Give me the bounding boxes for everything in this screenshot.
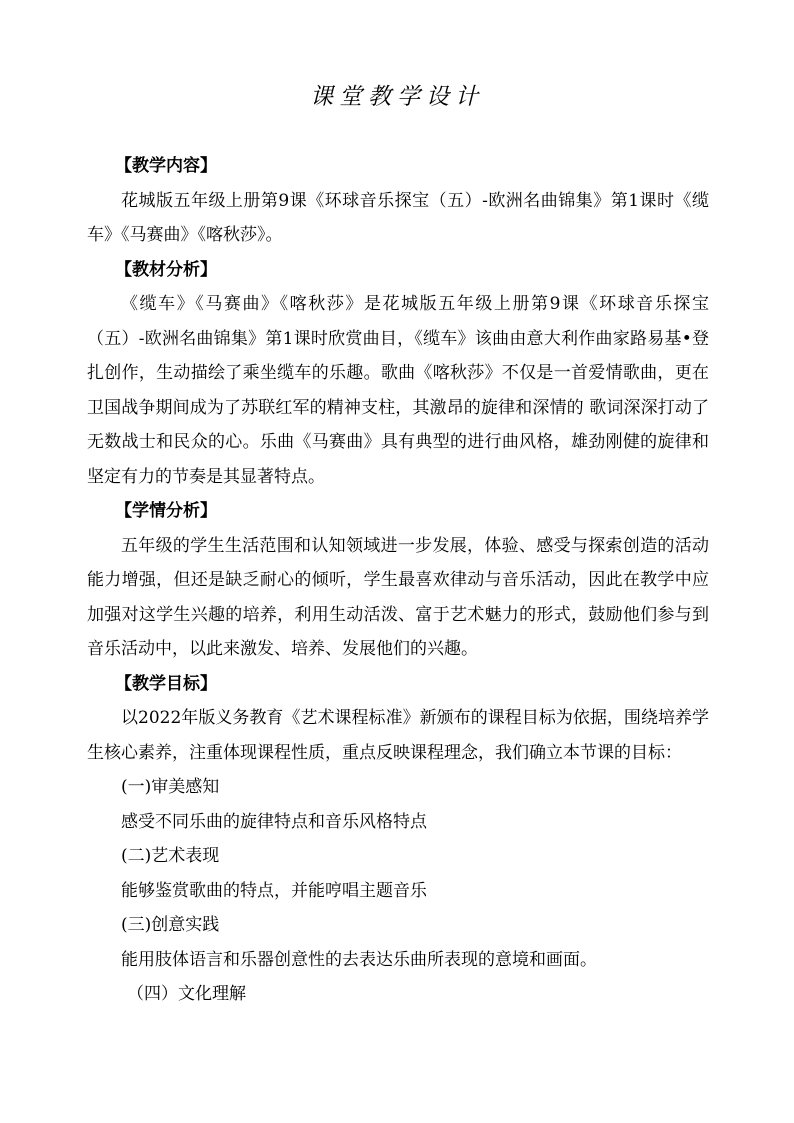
section-heading-teaching-goals: 【教学目标】 xyxy=(115,673,217,694)
document-title: 课堂教学设计 xyxy=(310,84,484,110)
goal-label-cultural-understanding: （四）文化理解 xyxy=(127,984,246,1004)
section-heading-material-analysis: 【教材分析】 xyxy=(115,259,217,280)
section-paragraph-teaching-goals: 以2022年版义务教育《艺术课程标准》新颁布的课程目标为依据，围绕培养学生核心素养，注重体现课程性质，重点反映课程理念，我们确立本节课的目标： xyxy=(87,708,709,763)
section-paragraph-teaching-content: 花城版五年级上册第9课《环球音乐探宝（五）-欧洲名曲锦集》第1课时《缆车》《马赛曲》《喀秋莎》。 xyxy=(87,190,709,245)
goal-text-creative-practice: 能用肢体语言和乐器创意性的去表达乐曲所表现的意境和画面。 xyxy=(121,949,597,970)
document-body xyxy=(87,149,709,1012)
section-paragraph-material-analysis: 《缆车》《马赛曲》《喀秋莎》是花城版五年级上册第9课《环球音乐探宝（五）-欧洲名曲锦集》第1课时欣赏曲目，《缆车》该曲由意大利作曲家路易基•登扎创作，生动描绘了乘坐缆车的乐趣。歌曲《喀秋莎》不仅是一首爱情歌曲，更在卫国战争期间成为了苏联红军的精神支柱，其激昂的旋律和深情的 歌词深深打动了无数战士和民众的心。乐曲《马赛曲》具有典型的进行曲风格，雄劲刚健的旋律和坚定有力的节奏是其显著特点。 xyxy=(87,294,709,487)
goal-text-aesthetic-perception: 感受不同乐曲的旋律特点和音乐风格特点 xyxy=(121,811,427,832)
section-paragraph-student-analysis: 五年级的学生生活范围和认知领域进一步发展，体验、感受与探索创造的活动能力增强，但还是缺乏耐心的倾听，学生最喜欢律动与音乐活动，因此在教学中应加强对这学生兴趣的培养，利用生动活泼、富于艺术魅力的形式，鼓励他们参与到音乐活动中，以此来激发、培养、发展他们的兴趣。 xyxy=(87,535,709,659)
goal-text-artistic-expression: 能够鉴赏歌曲的特点，并能哼唱主题音乐 xyxy=(121,880,427,901)
goal-label-creative-practice: (三)创意实践 xyxy=(121,915,220,935)
goal-label-artistic-expression: (二)艺术表现 xyxy=(121,846,220,866)
section-heading-student-analysis: 【学情分析】 xyxy=(115,501,217,521)
section-heading-teaching-content: 【教学内容】 xyxy=(115,156,217,176)
goal-label-aesthetic-perception: (一)审美感知 xyxy=(121,777,220,797)
